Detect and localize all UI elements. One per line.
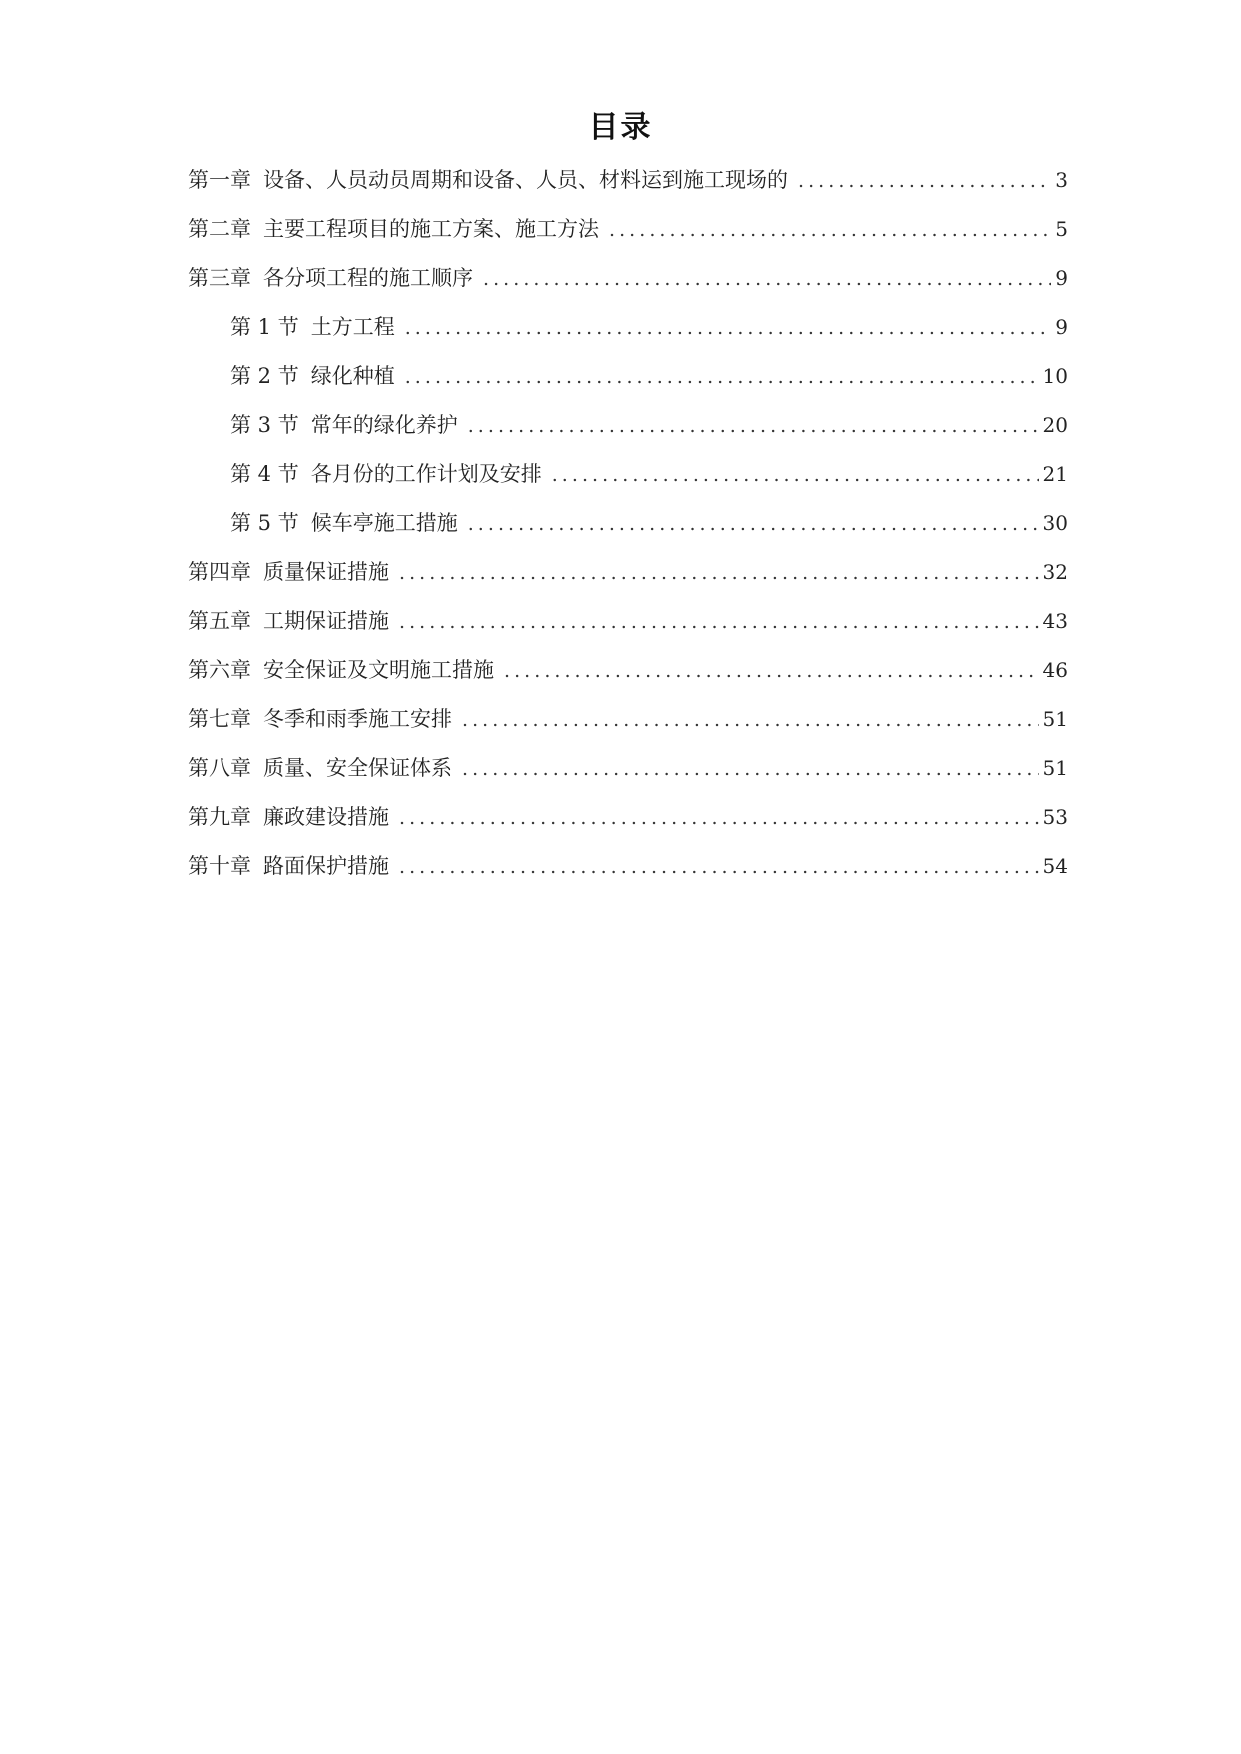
entry-number: 第六章 — [188, 658, 251, 682]
toc-entry-section-1[interactable] — [188, 312, 1068, 361]
entry-title: 冬季和雨季施工安排 — [263, 707, 452, 731]
toc-list — [188, 165, 1068, 900]
toc-entry-chapter-9[interactable] — [188, 802, 1068, 851]
entry-page-number: 54 — [1042, 854, 1068, 878]
entry-page-number: 51 — [1042, 707, 1068, 731]
toc-entry-chapter-4[interactable] — [188, 557, 1068, 606]
entry-number: 第 3 节 — [230, 413, 299, 437]
toc-entry-section-4[interactable] — [188, 459, 1068, 508]
dot-leader — [405, 313, 1052, 343]
entry-page-number: 9 — [1055, 315, 1068, 339]
entry-page-number: 51 — [1042, 756, 1068, 780]
dot-leader — [468, 509, 1039, 539]
toc-entry-section-5[interactable] — [188, 508, 1068, 557]
entry-page-number: 9 — [1055, 266, 1068, 290]
entry-page-number: 21 — [1042, 462, 1068, 486]
entry-number: 第九章 — [188, 805, 251, 829]
entry-title: 常年的绿化养护 — [310, 413, 458, 437]
dot-leader — [399, 558, 1039, 588]
toc-entry-chapter-3[interactable] — [188, 263, 1068, 312]
entry-title: 廉政建设措施 — [263, 805, 389, 829]
entry-number: 第 1 节 — [230, 315, 299, 339]
entry-title: 路面保护措施 — [263, 854, 389, 878]
toc-entry-chapter-2[interactable] — [188, 214, 1068, 263]
entry-title: 主要工程项目的施工方案、施工方法 — [263, 217, 599, 241]
entry-page-number: 53 — [1042, 805, 1068, 829]
dot-leader — [399, 852, 1039, 882]
toc-entry-chapter-5[interactable] — [188, 606, 1068, 655]
toc-entry-chapter-6[interactable] — [188, 655, 1068, 704]
entry-title: 质量、安全保证体系 — [263, 756, 452, 780]
entry-number: 第十章 — [188, 854, 251, 878]
entry-number: 第四章 — [188, 560, 251, 584]
dot-leader — [462, 705, 1039, 735]
toc-title: 目录 — [588, 110, 653, 145]
entry-title: 各分项工程的施工顺序 — [263, 266, 473, 290]
entry-title: 绿化种植 — [310, 364, 395, 388]
entry-number: 第 4 节 — [230, 462, 299, 486]
toc-entry-chapter-7[interactable] — [188, 704, 1068, 753]
entry-title: 候车亭施工措施 — [310, 511, 458, 535]
toc-entry-section-2[interactable] — [188, 361, 1068, 410]
toc-entry-chapter-8[interactable] — [188, 753, 1068, 802]
entry-number: 第 2 节 — [230, 364, 299, 388]
dot-leader — [504, 656, 1039, 686]
entry-title: 安全保证及文明施工措施 — [263, 658, 494, 682]
entry-page-number: 43 — [1042, 609, 1068, 633]
entry-page-number: 5 — [1055, 217, 1068, 241]
entry-title: 土方工程 — [310, 315, 395, 339]
entry-number: 第三章 — [188, 266, 251, 290]
toc-entry-section-3[interactable] — [188, 410, 1068, 459]
entry-page-number: 32 — [1042, 560, 1068, 584]
entry-title: 工期保证措施 — [263, 609, 389, 633]
entry-page-number: 20 — [1042, 413, 1068, 437]
dot-leader — [468, 411, 1039, 441]
dot-leader — [462, 754, 1039, 784]
entry-title: 各月份的工作计划及安排 — [310, 462, 542, 486]
toc-entry-chapter-1[interactable] — [188, 165, 1068, 214]
entry-title: 质量保证措施 — [263, 560, 389, 584]
dot-leader — [399, 607, 1039, 637]
dot-leader — [405, 362, 1039, 392]
dot-leader — [552, 460, 1039, 490]
toc-entry-chapter-10[interactable] — [188, 851, 1068, 900]
entry-number: 第八章 — [188, 756, 251, 780]
dot-leader — [798, 166, 1051, 196]
dot-leader — [483, 264, 1051, 294]
entry-page-number: 46 — [1042, 658, 1068, 682]
entry-number: 第二章 — [188, 217, 251, 241]
entry-page-number: 10 — [1042, 364, 1068, 388]
entry-number: 第一章 — [188, 168, 251, 192]
entry-page-number: 3 — [1055, 168, 1068, 192]
entry-number: 第 5 节 — [230, 511, 299, 535]
entry-number: 第五章 — [188, 609, 251, 633]
entry-title: 设备、人员动员周期和设备、人员、材料运到施工现场的 — [263, 168, 788, 192]
entry-page-number: 30 — [1042, 511, 1068, 535]
entry-number: 第七章 — [188, 707, 251, 731]
dot-leader — [399, 803, 1039, 833]
dot-leader — [609, 215, 1051, 245]
